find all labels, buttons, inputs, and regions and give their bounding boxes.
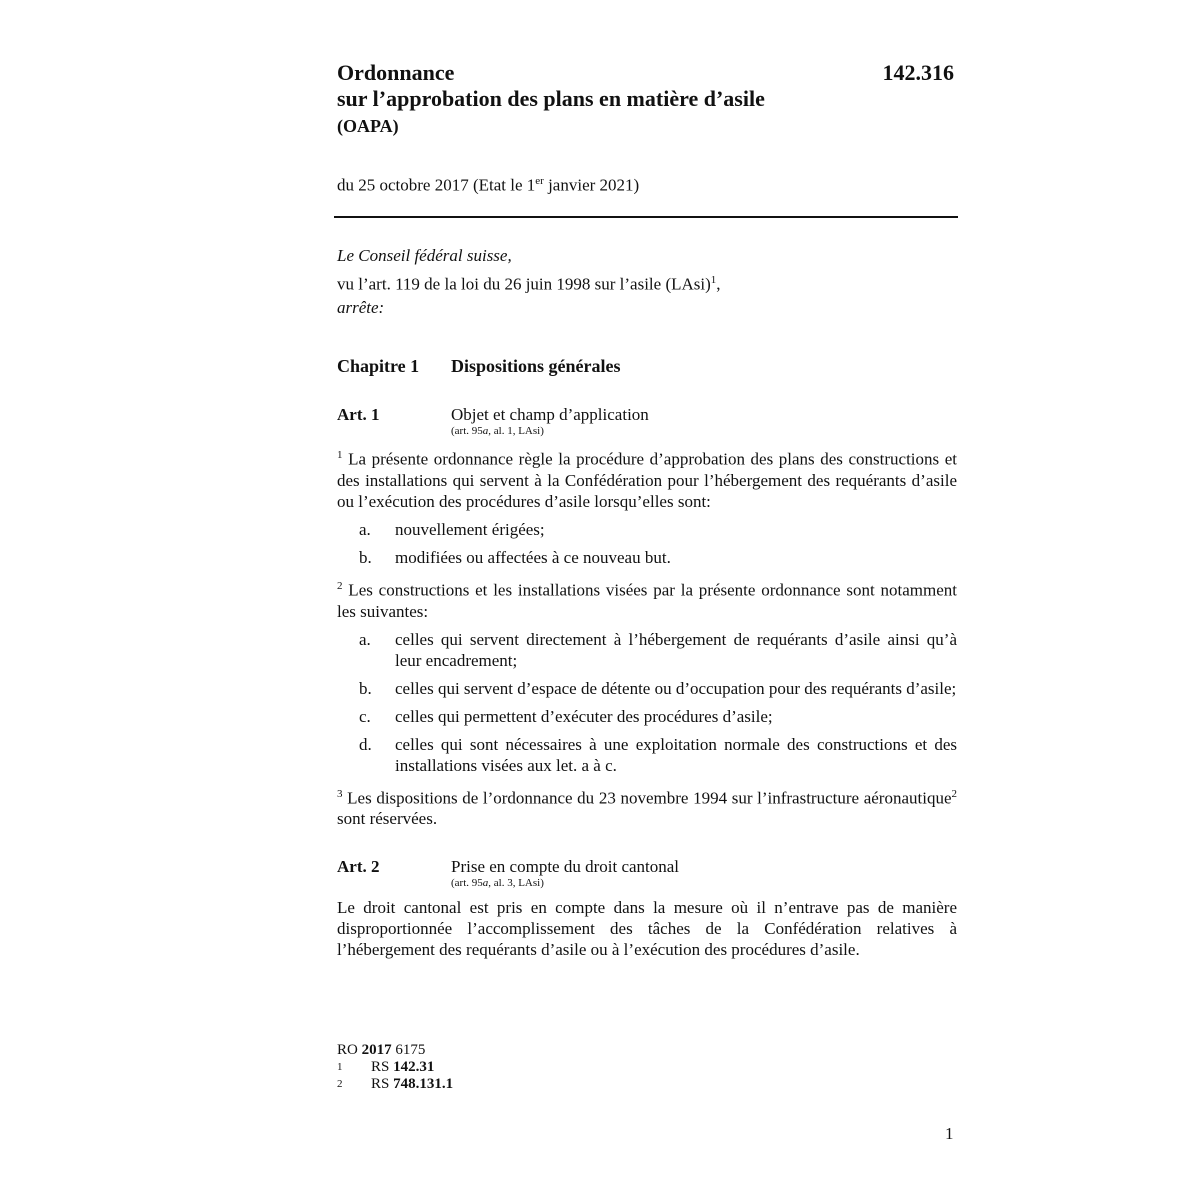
article-title: Prise en compte du droit cantonal (451, 857, 680, 877)
preamble-authority: Le Conseil fédéral suisse, (337, 245, 512, 265)
article-number: Art. 1 (337, 405, 380, 425)
footnote-link[interactable]: 142.31 (393, 1059, 435, 1075)
list-item: d. celles qui sont nécessaires à une exploitation normale des constructions et des installations visées aux let. a à c. (359, 734, 957, 775)
title-line-2: sur l’approbation des plans en matière d’asile (337, 86, 765, 111)
footnote-2: 2 RS 748.131.1 (337, 1076, 454, 1092)
article-2-heading (337, 857, 957, 889)
sr-number: 142.316 (882, 60, 954, 85)
paragraph: $^3$ Les dispositions de l’ordonnance du 23 novembre 1994 sur l’infrastructure aéronautique$^2$ sont réservées. (337, 787, 957, 829)
footnotes (337, 1042, 453, 1093)
article-reference: (art. 95a, al. 3, LAsi) (451, 877, 544, 890)
list-item: b. modifiées ou affectées à ce nouveau but. (359, 547, 671, 567)
footnote-1: 1 RS 142.31 (337, 1059, 435, 1075)
list-item: a. nouvellement érigées; (359, 519, 545, 539)
chapter-heading: Chapitre 1 Dispositions générales (337, 356, 621, 377)
footnote-ref-1[interactable]: 1 (710, 273, 717, 286)
paragraph: Le droit cantonal est pris en compte dans la mesure où il n’entrave pas de manière disproportionnée l’accomplissement des tâches de la Confédération relatives à l’hébergement des requérants d’asile ou à l’exécution des procédures d’asile. (337, 898, 957, 960)
article-number: Art. 2 (337, 857, 380, 877)
abbreviation: (OAPA) (337, 116, 399, 136)
footnote-link[interactable]: 748.131.1 (393, 1076, 454, 1092)
preamble-basis: vu l’art. 119 de la loi du 26 juin 1998 sur l’asile (LAsi)$^1$, (337, 273, 721, 294)
document-date: du 25 octobre 2017 (Etat le 1er janvier 2021) (337, 175, 640, 195)
list-item: c. celles qui permettent d’exécuter des procédures d’asile; (359, 706, 773, 726)
footnote-ref-2[interactable]: 2 (951, 787, 957, 800)
article-title: Objet et champ d’application (451, 405, 649, 425)
paragraph: $^1$ La présente ordonnance règle la procédure d’approbation des plans des constructions et des installations qui servent à la Confédération pour l’hébergement des requérants d’asile ou l’exécution des procédures d’asile lorsqu’elles sont: (337, 449, 957, 511)
article-1-heading (337, 405, 957, 437)
title-line-1: Ordonnance (337, 60, 455, 85)
preamble (337, 244, 957, 321)
document-page (337, 60, 957, 960)
document-title (337, 60, 957, 112)
article-reference: (art. 95a, al. 1, LAsi) (451, 425, 544, 438)
ro-reference: RO 2017 6175 (337, 1042, 426, 1058)
header-divider (334, 216, 958, 218)
paragraph: $^2$ Les constructions et les installations visées par la présente ordonnance sont notamment les suivantes: (337, 579, 957, 621)
page-number: 1 (945, 1124, 954, 1143)
preamble-decree: arrête: (337, 298, 385, 318)
list-item: a. celles qui servent directement à l’hébergement de requérants d’asile ainsi qu’à leur encadrement; (359, 629, 957, 670)
list-item: b. celles qui servent d’espace de détente ou d’occupation pour des requérants d’asile; (359, 678, 957, 698)
